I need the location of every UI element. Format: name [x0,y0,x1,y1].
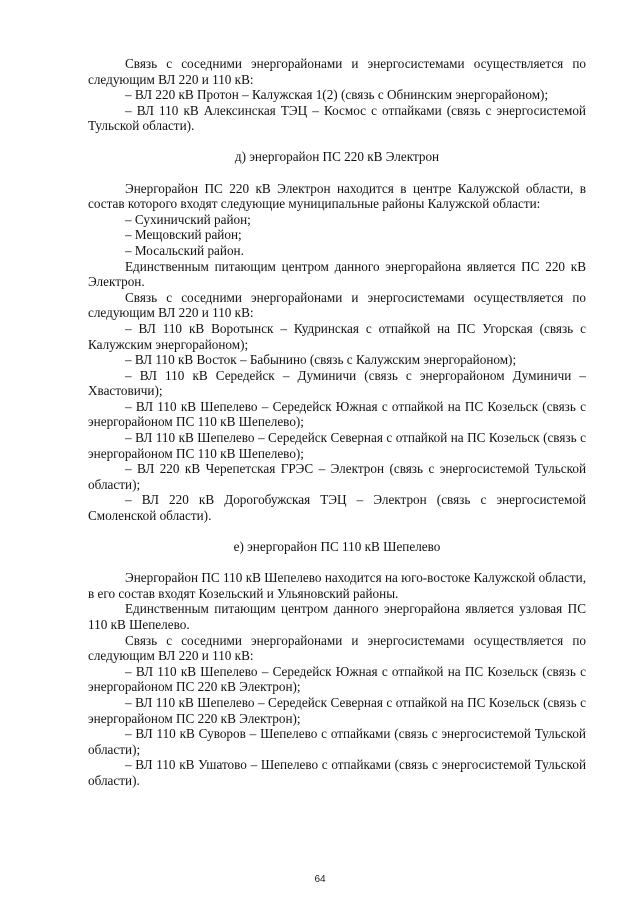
paragraph-shepelevo-intro: Энергорайон ПС 110 кВ Шепелево находится на юго-востоке Калужской области, в его состав входят Козельский и Ульяновский районы. [88,570,586,601]
list-item-line: – ВЛ 110 кВ Воротынск – Кудринская с отпайкой на ПС Угорская (связь с Калужским энергорайоном); [88,320,586,352]
list-item-line: – ВЛ 110 кВ Середейск – Думиничи (связь с энергорайоном Думиничи – Хвастовичи); [88,367,586,399]
section-heading-shepelevo: е) энергорайон ПС 110 кВ Шепелево [233,538,441,554]
list-item-line: – ВЛ 220 кВ Протон – Калужская 1(2) (связь с Обнинским энергорайоном); [125,87,549,103]
paragraph-electron-intro: Энергорайон ПС 220 кВ Электрон находится в центре Калужской области, в состав которого входят следующие муниципальные районы Калужской области: [88,180,586,212]
list-item-line: – ВЛ 110 кВ Шепелево – Середейск Северная с отпайкой на ПС Козельск (связь с энергорайоном ПС 110 кВ Шепелево); [88,430,586,461]
paragraph-shepelevo-links-intro: Связь с соседними энергорайонами и энергосистемами осуществляется по следующим ВЛ 220 и 110 кВ: [88,632,586,664]
list-item-line: – ВЛ 110 кВ Шепелево – Середейск Южная с отпайкой на ПС Козельск (связь с энергорайоном ПС 110 кВ Шепелево); [88,398,586,430]
list-item-line: – ВЛ 220 кВ Черепетская ГРЭС – Электрон (связь с энергосистемой Тульской области); [88,461,586,492]
list-item-line: – ВЛ 110 кВ Ушатово – Шепелево с отпайками (связь с энергосистемой Тульской области). [88,757,586,788]
list-item-line: – ВЛ 110 кВ Алексинская ТЭЦ – Космос с отпайками (связь с энергосистемой Тульской области). [88,102,586,134]
list-item-district: – Сухиничский район; [125,211,251,227]
paragraph-electron-center: Единственным питающим центром данного энергорайона является ПС 220 кВ Электрон. [88,258,586,290]
list-item-district: – Мосальский район. [125,242,244,258]
paragraph-connections-intro: Связь с соседними энергорайонами и энергосистемами осуществляется по следующим ВЛ 220 и 110 кВ: [88,56,586,87]
list-item-line: – ВЛ 110 кВ Шепелево – Середейск Северная с отпайкой на ПС Козельск (связь с энергорайоном ПС 220 кВ Электрон); [88,694,586,726]
section-heading-electron: д) энергорайон ПС 220 кВ Электрон [234,148,440,164]
paragraph-shepelevo-center: Единственным питающим центром данного энергорайона является узловая ПС 110 кВ Шепелево. [88,601,586,632]
list-item-district: – Мещовский район; [125,227,242,243]
document-page [88,56,586,789]
list-item-line: – ВЛ 110 кВ Суворов – Шепелево с отпайками (связь с энергосистемой Тульской области); [88,726,586,757]
list-item-line: – ВЛ 110 кВ Шепелево – Середейск Южная с отпайкой на ПС Козельск (связь с энергорайоном ПС 220 кВ Электрон); [88,663,586,695]
list-item-line: – ВЛ 110 кВ Восток – Бабынино (связь с Калужским энергорайоном); [125,352,517,368]
page-number: 64 [314,874,326,885]
paragraph-electron-links-intro: Связь с соседними энергорайонами и энергосистемами осуществляется по следующим ВЛ 220 и 110 кВ: [88,289,586,321]
list-item-line: – ВЛ 220 кВ Дорогобужская ТЭЦ – Электрон (связь с энергосистемой Смоленской области). [88,492,586,524]
